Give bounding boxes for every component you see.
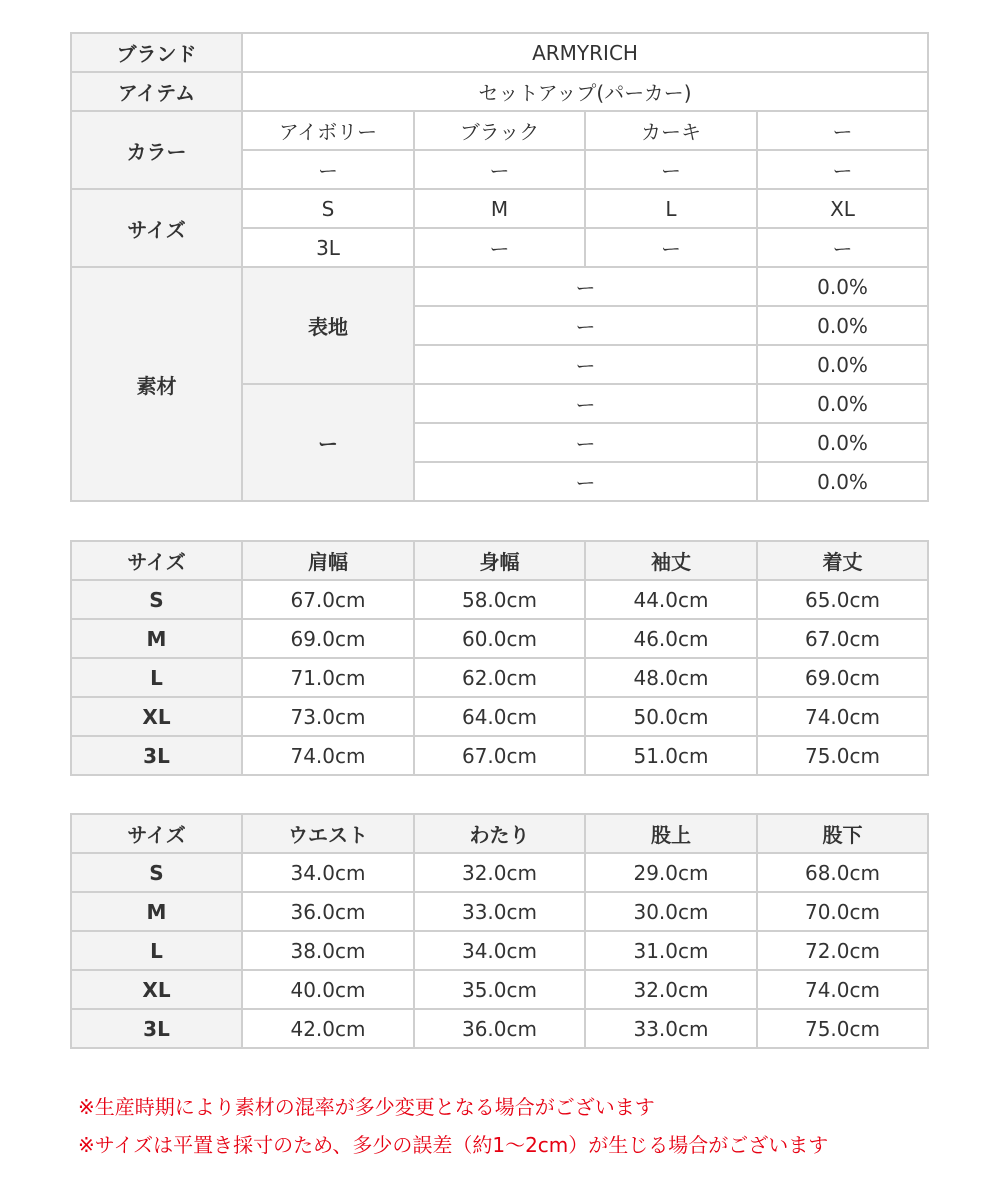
material-group-name: 表地 bbox=[242, 267, 414, 384]
table-header-row bbox=[71, 814, 928, 853]
size-cell: L bbox=[71, 658, 242, 697]
table-row bbox=[71, 892, 928, 931]
color-row bbox=[71, 111, 928, 150]
size-cell: XL bbox=[757, 189, 928, 228]
item-row bbox=[71, 72, 928, 111]
value-cell: 68.0cm bbox=[757, 853, 928, 892]
material-percent: 0.0% bbox=[757, 306, 928, 345]
product-spec-table bbox=[70, 32, 929, 502]
value-cell: 74.0cm bbox=[757, 970, 928, 1009]
size-cell: L bbox=[71, 931, 242, 970]
size-cell: S bbox=[71, 853, 242, 892]
value-cell: 32.0cm bbox=[585, 970, 757, 1009]
size-cell: XL bbox=[71, 697, 242, 736]
column-header: 肩幅 bbox=[242, 541, 414, 580]
size-cell: ー bbox=[757, 228, 928, 267]
value-cell: 69.0cm bbox=[757, 658, 928, 697]
material-name: ー bbox=[414, 462, 757, 501]
size-cell: XL bbox=[71, 970, 242, 1009]
size-cell: ー bbox=[585, 228, 757, 267]
column-header: サイズ bbox=[71, 814, 242, 853]
value-cell: 34.0cm bbox=[414, 931, 585, 970]
table-row bbox=[71, 1009, 928, 1048]
value-cell: 65.0cm bbox=[757, 580, 928, 619]
material-name: ー bbox=[414, 423, 757, 462]
value-cell: 58.0cm bbox=[414, 580, 585, 619]
size-label: サイズ bbox=[71, 189, 242, 267]
color-cell: ー bbox=[757, 150, 928, 189]
material-percent: 0.0% bbox=[757, 462, 928, 501]
table-row bbox=[71, 931, 928, 970]
size-cell: S bbox=[242, 189, 414, 228]
table-row bbox=[71, 970, 928, 1009]
value-cell: 73.0cm bbox=[242, 697, 414, 736]
value-cell: 74.0cm bbox=[757, 697, 928, 736]
brand-label: ブランド bbox=[71, 33, 242, 72]
value-cell: 42.0cm bbox=[242, 1009, 414, 1048]
table-row bbox=[71, 580, 928, 619]
material-percent: 0.0% bbox=[757, 267, 928, 306]
value-cell: 40.0cm bbox=[242, 970, 414, 1009]
value-cell: 50.0cm bbox=[585, 697, 757, 736]
material-group-name: ー bbox=[242, 384, 414, 501]
size-row bbox=[71, 189, 928, 228]
color-cell: ー bbox=[585, 150, 757, 189]
value-cell: 71.0cm bbox=[242, 658, 414, 697]
value-cell: 75.0cm bbox=[757, 1009, 928, 1048]
value-cell: 62.0cm bbox=[414, 658, 585, 697]
size-cell: 3L bbox=[71, 736, 242, 775]
color-cell: アイボリー bbox=[242, 111, 414, 150]
color-cell: ブラック bbox=[414, 111, 585, 150]
value-cell: 67.0cm bbox=[242, 580, 414, 619]
value-cell: 33.0cm bbox=[585, 1009, 757, 1048]
value-cell: 75.0cm bbox=[757, 736, 928, 775]
value-cell: 72.0cm bbox=[757, 931, 928, 970]
size-cell: M bbox=[71, 619, 242, 658]
material-name: ー bbox=[414, 267, 757, 306]
size-cell: M bbox=[71, 892, 242, 931]
size-cell: 3L bbox=[71, 1009, 242, 1048]
color-cell: ー bbox=[242, 150, 414, 189]
value-cell: 34.0cm bbox=[242, 853, 414, 892]
table-row bbox=[71, 619, 928, 658]
value-cell: 44.0cm bbox=[585, 580, 757, 619]
note-material: ※生産時期により素材の混率が多少変更となる場合がございます bbox=[78, 1095, 655, 1119]
note-size: ※サイズは平置き採寸のため、多少の誤差（約1～2cm）が生じる場合がございます bbox=[78, 1133, 829, 1157]
column-header: 袖丈 bbox=[585, 541, 757, 580]
table-row bbox=[71, 736, 928, 775]
notes bbox=[78, 1088, 828, 1164]
size-cell: M bbox=[414, 189, 585, 228]
color-cell: ー bbox=[414, 150, 585, 189]
material-name: ー bbox=[414, 306, 757, 345]
material-percent: 0.0% bbox=[757, 345, 928, 384]
table-row bbox=[71, 658, 928, 697]
material-percent: 0.0% bbox=[757, 423, 928, 462]
brand-row bbox=[71, 33, 928, 72]
material-row bbox=[71, 267, 928, 306]
value-cell: 74.0cm bbox=[242, 736, 414, 775]
value-cell: 67.0cm bbox=[757, 619, 928, 658]
value-cell: 69.0cm bbox=[242, 619, 414, 658]
color-cell: カーキ bbox=[585, 111, 757, 150]
size-cell: L bbox=[585, 189, 757, 228]
material-name: ー bbox=[414, 384, 757, 423]
top-measurement-table bbox=[70, 540, 929, 776]
value-cell: 29.0cm bbox=[585, 853, 757, 892]
value-cell: 30.0cm bbox=[585, 892, 757, 931]
color-cell: ー bbox=[757, 111, 928, 150]
value-cell: 51.0cm bbox=[585, 736, 757, 775]
value-cell: 67.0cm bbox=[414, 736, 585, 775]
column-header: 身幅 bbox=[414, 541, 585, 580]
size-cell: S bbox=[71, 580, 242, 619]
table-row bbox=[71, 697, 928, 736]
column-header: 股下 bbox=[757, 814, 928, 853]
size-cell: ー bbox=[414, 228, 585, 267]
column-header: サイズ bbox=[71, 541, 242, 580]
value-cell: 36.0cm bbox=[414, 1009, 585, 1048]
value-cell: 70.0cm bbox=[757, 892, 928, 931]
value-cell: 64.0cm bbox=[414, 697, 585, 736]
item-label: アイテム bbox=[71, 72, 242, 111]
item-value: セットアップ(パーカー) bbox=[242, 72, 928, 111]
bottom-measurement-table bbox=[70, 813, 929, 1049]
material-percent: 0.0% bbox=[757, 384, 928, 423]
material-name: ー bbox=[414, 345, 757, 384]
table-row bbox=[71, 853, 928, 892]
column-header: 着丈 bbox=[757, 541, 928, 580]
material-label: 素材 bbox=[71, 267, 242, 501]
brand-value: ARMYRICH bbox=[242, 33, 928, 72]
value-cell: 60.0cm bbox=[414, 619, 585, 658]
value-cell: 46.0cm bbox=[585, 619, 757, 658]
table-header-row bbox=[71, 541, 928, 580]
value-cell: 48.0cm bbox=[585, 658, 757, 697]
value-cell: 36.0cm bbox=[242, 892, 414, 931]
column-header: わたり bbox=[414, 814, 585, 853]
color-label: カラー bbox=[71, 111, 242, 189]
column-header: 股上 bbox=[585, 814, 757, 853]
value-cell: 35.0cm bbox=[414, 970, 585, 1009]
size-cell: 3L bbox=[242, 228, 414, 267]
value-cell: 33.0cm bbox=[414, 892, 585, 931]
column-header: ウエスト bbox=[242, 814, 414, 853]
value-cell: 38.0cm bbox=[242, 931, 414, 970]
value-cell: 32.0cm bbox=[414, 853, 585, 892]
value-cell: 31.0cm bbox=[585, 931, 757, 970]
